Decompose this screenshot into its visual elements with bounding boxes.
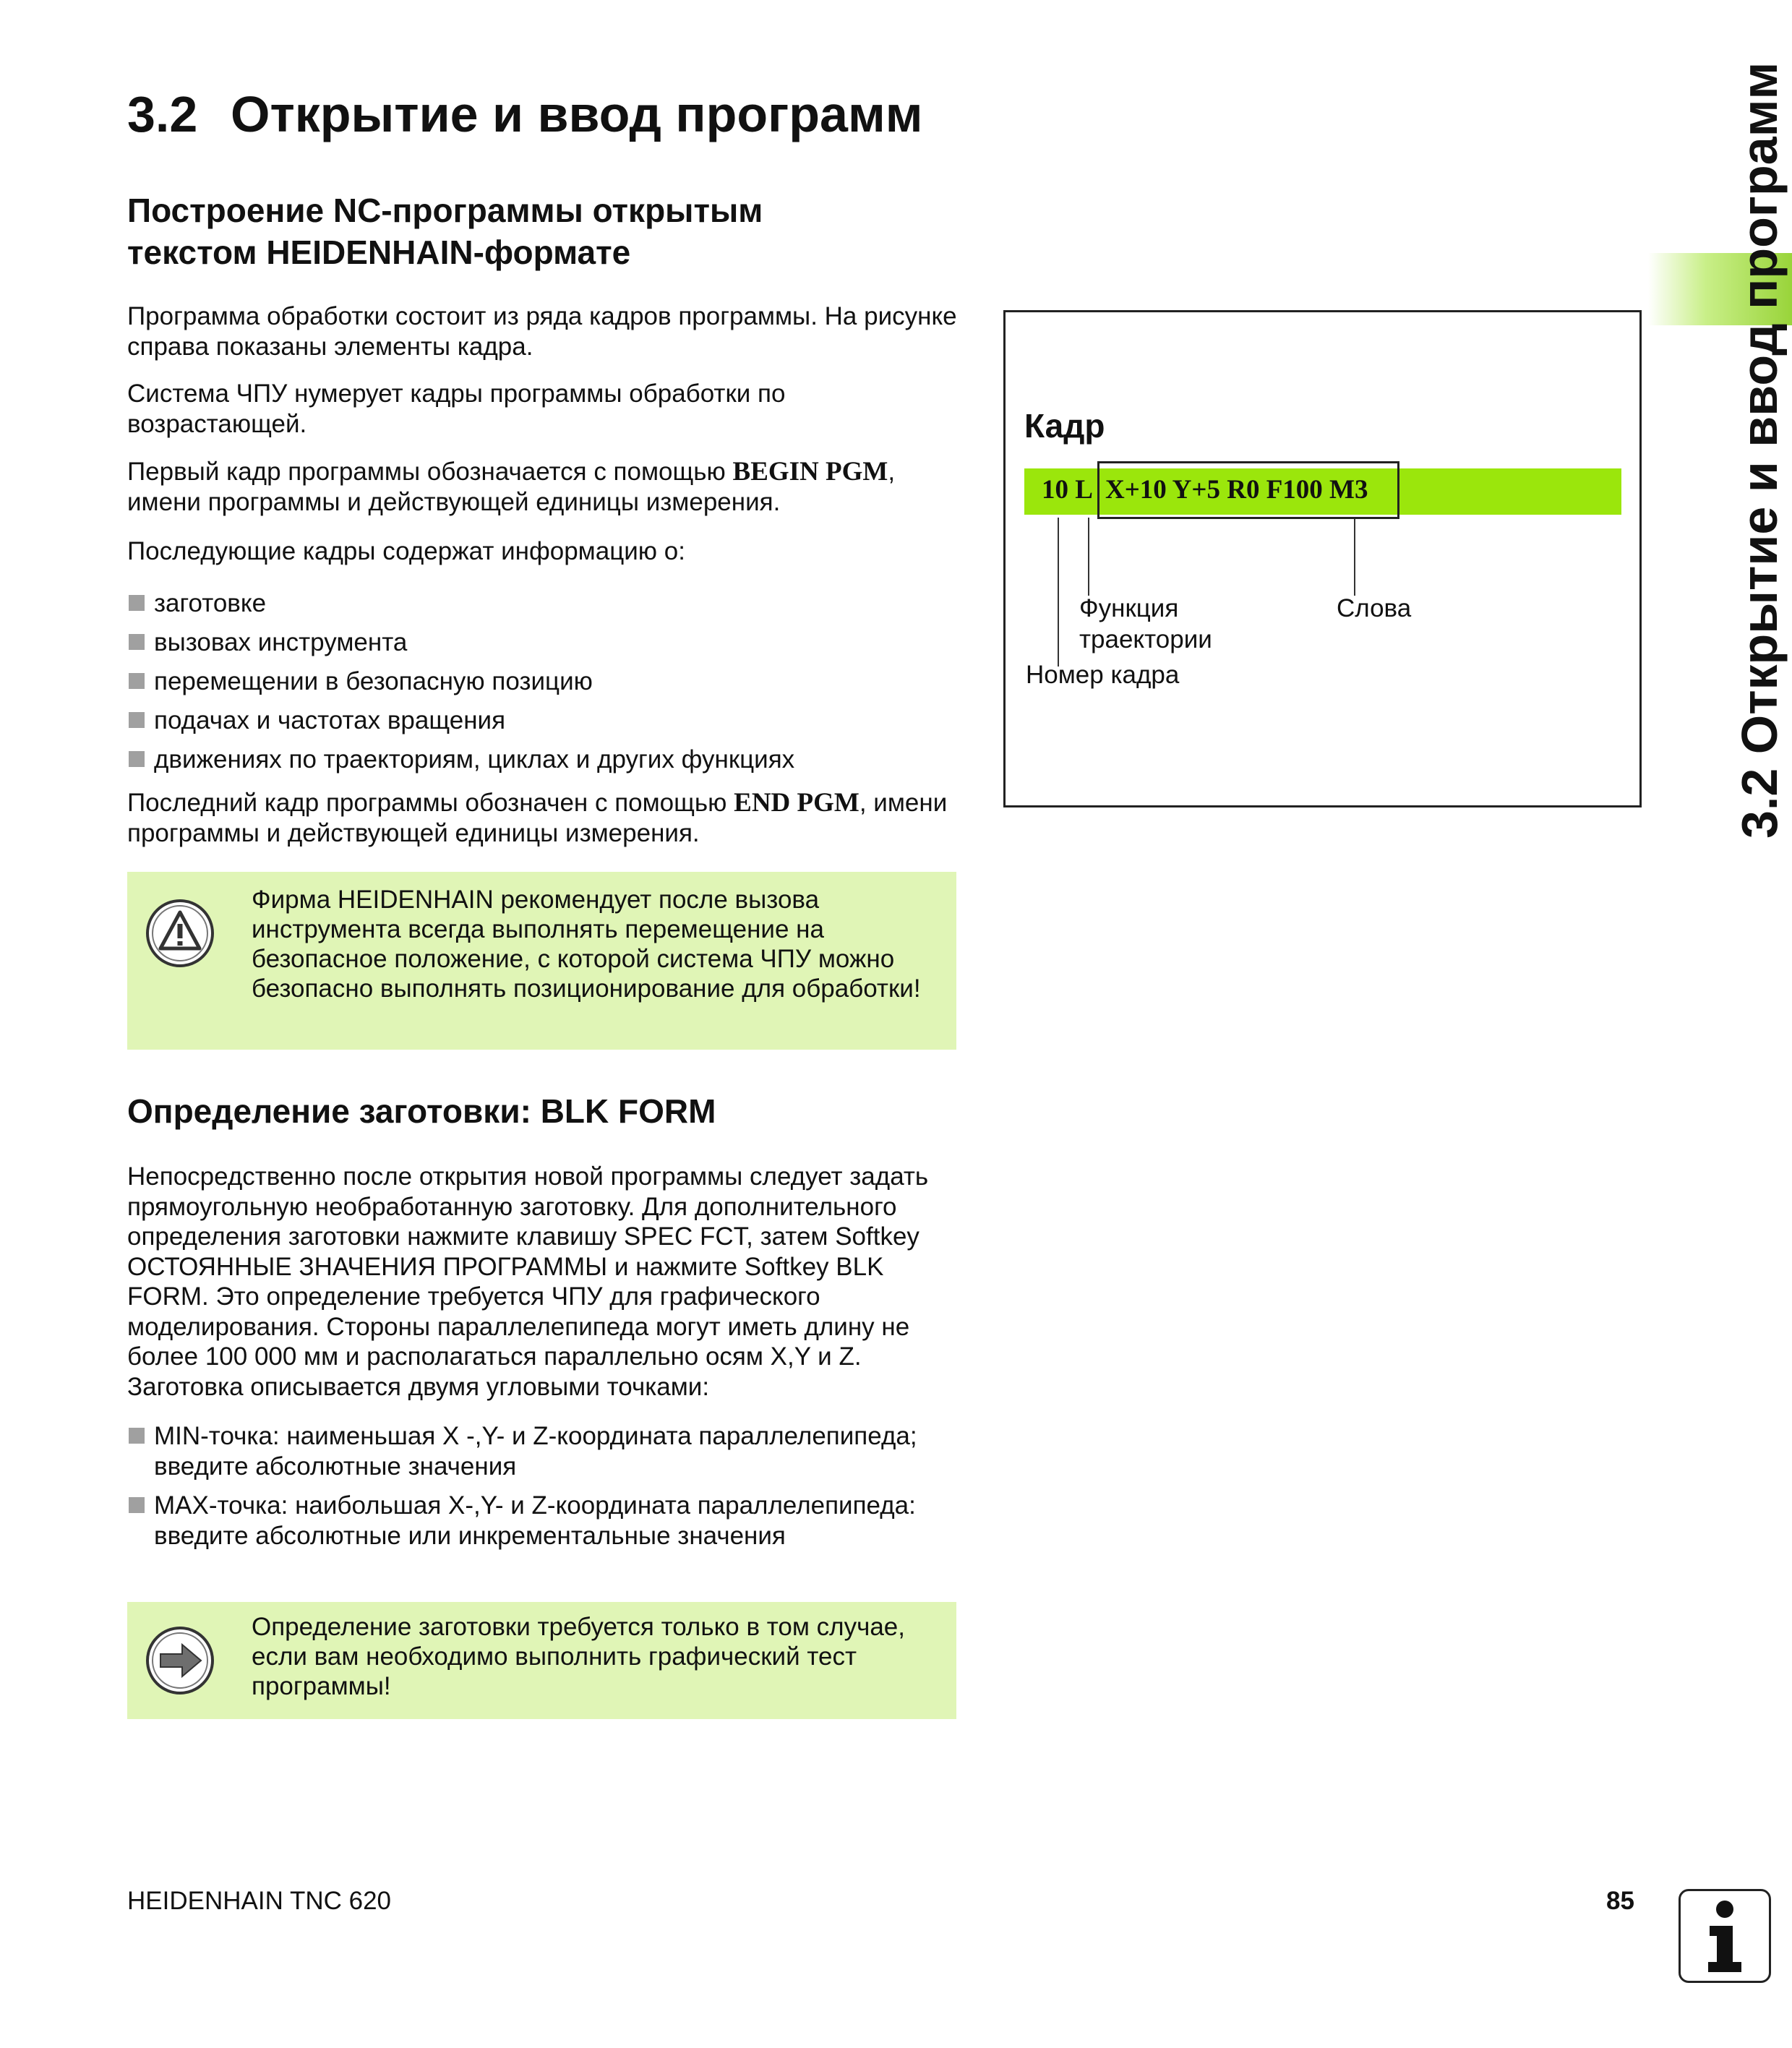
- bullet-square-icon: [129, 595, 145, 611]
- section2-title: Определение заготовки: BLK FORM: [127, 1092, 716, 1130]
- section1-title-line: Построение NC-программы открытым: [127, 192, 763, 229]
- footer-product: HEIDENHAIN TNC 620: [127, 1887, 392, 1915]
- info-note: [127, 1602, 956, 1719]
- list-item: движениях по траекториям, циклах и других функциях: [127, 740, 959, 779]
- section-number: 3.2: [127, 86, 198, 142]
- list-item: MAX-точка: наибольшая X-,Y- и Z-координата параллелепипеда: введите абсолютные или инкрементальные значения: [127, 1491, 959, 1551]
- paragraph: [127, 457, 959, 518]
- bullet-square-icon: [129, 751, 145, 767]
- side-chapter-title: 3.2 Открытие и ввод программ: [1731, 61, 1788, 839]
- list-item: вызовах инструмента: [127, 623, 959, 662]
- list-item: MIN-точка: наименьшая X -,Y- и Z-координата параллелепипеда; введите абсолютные значения: [127, 1421, 959, 1482]
- text-run: , имени программы и действующей единицы измерения.: [127, 458, 896, 516]
- block-number-code: 10 L: [1042, 475, 1093, 505]
- page-title: [127, 85, 923, 143]
- paragraph: Последующие кадры содержат информацию о:: [127, 537, 685, 565]
- info-i-glyph: [1681, 1891, 1769, 1981]
- code-begin-pgm: BEGIN PGM: [732, 457, 888, 487]
- block-words-code: X+10 Y+5 R0 F100 M3: [1105, 475, 1368, 505]
- list-item: подачах и частотах вращения: [127, 701, 959, 740]
- code-end-pgm: END PGM: [734, 788, 859, 818]
- bullet-square-icon: [129, 712, 145, 728]
- text-run: Первый кадр программы обозначается с помощью: [127, 458, 733, 486]
- label-path-function: Функция траектории: [1079, 594, 1212, 654]
- paragraph: [127, 788, 959, 849]
- block-structure-figure: [1003, 310, 1642, 807]
- list-item: заготовке: [127, 584, 959, 623]
- arrow-right-icon: [145, 1625, 215, 1696]
- bullet-square-icon: [129, 1428, 145, 1444]
- list-item: перемещении в безопасную позицию: [127, 662, 959, 701]
- block-content-list: [127, 584, 959, 779]
- info-note-text: Определение заготовки требуется только в том случае, если вам необходимо выполнить графический тест программы!: [252, 1613, 905, 1700]
- pointer-line: [1058, 518, 1059, 667]
- bullet-square-icon: [129, 634, 145, 650]
- figure-title: Кадр: [1024, 407, 1105, 445]
- warning-note: [127, 872, 956, 1050]
- section-title: Открытие и ввод программ: [231, 86, 923, 142]
- bullet-square-icon: [129, 673, 145, 689]
- page-number: 85: [1606, 1887, 1634, 1915]
- blk-form-points-list: [127, 1421, 959, 1551]
- section1-title: [127, 189, 922, 273]
- label-block-number: Номер кадра: [1026, 661, 1180, 689]
- pointer-line: [1354, 519, 1355, 596]
- paragraph: Система ЧПУ нумерует кадры программы обработки по возрастающей.: [127, 380, 786, 438]
- pointer-line: [1088, 518, 1089, 596]
- label-words: Слова: [1337, 594, 1412, 622]
- paragraph: Непосредственно после открытия новой программы следует задать прямоугольную необработанную заготовку. Для дополнительного определения заготовки нажмите клавишу SPEC FCT, затем Softkey ОСТОЯННЫЕ ЗНАЧЕНИЯ ПРОГРАММЫ и нажмите Softkey BLK FORM. Это определение требуется ЧПУ для графического моделирования. Стороны параллелепипеда могут иметь длину не более 100 000 мм и располагаться параллельно осям X,Y и Z. Заготовка описывается двумя угловыми точками:: [127, 1162, 929, 1401]
- text-run: Последний кадр программы обозначен с помощью: [127, 789, 734, 817]
- paragraph: Программа обработки состоит из ряда кадров программы. На рисунке справа показаны элементы кадра.: [127, 302, 957, 361]
- info-icon: [1679, 1889, 1771, 1983]
- warning-icon: [145, 898, 215, 969]
- section1-title-line: текстом HEIDENHAIN-формате: [127, 233, 631, 271]
- bullet-square-icon: [129, 1497, 145, 1513]
- warning-note-text: Фирма HEIDENHAIN рекомендует после вызова инструмента всегда выполнять перемещение на безопасное положение, с которой система ЧПУ можно безопасно выполнять позиционирование для обработки!: [252, 886, 921, 1003]
- text-run: , имени программы и действующей единицы измерения.: [127, 789, 948, 847]
